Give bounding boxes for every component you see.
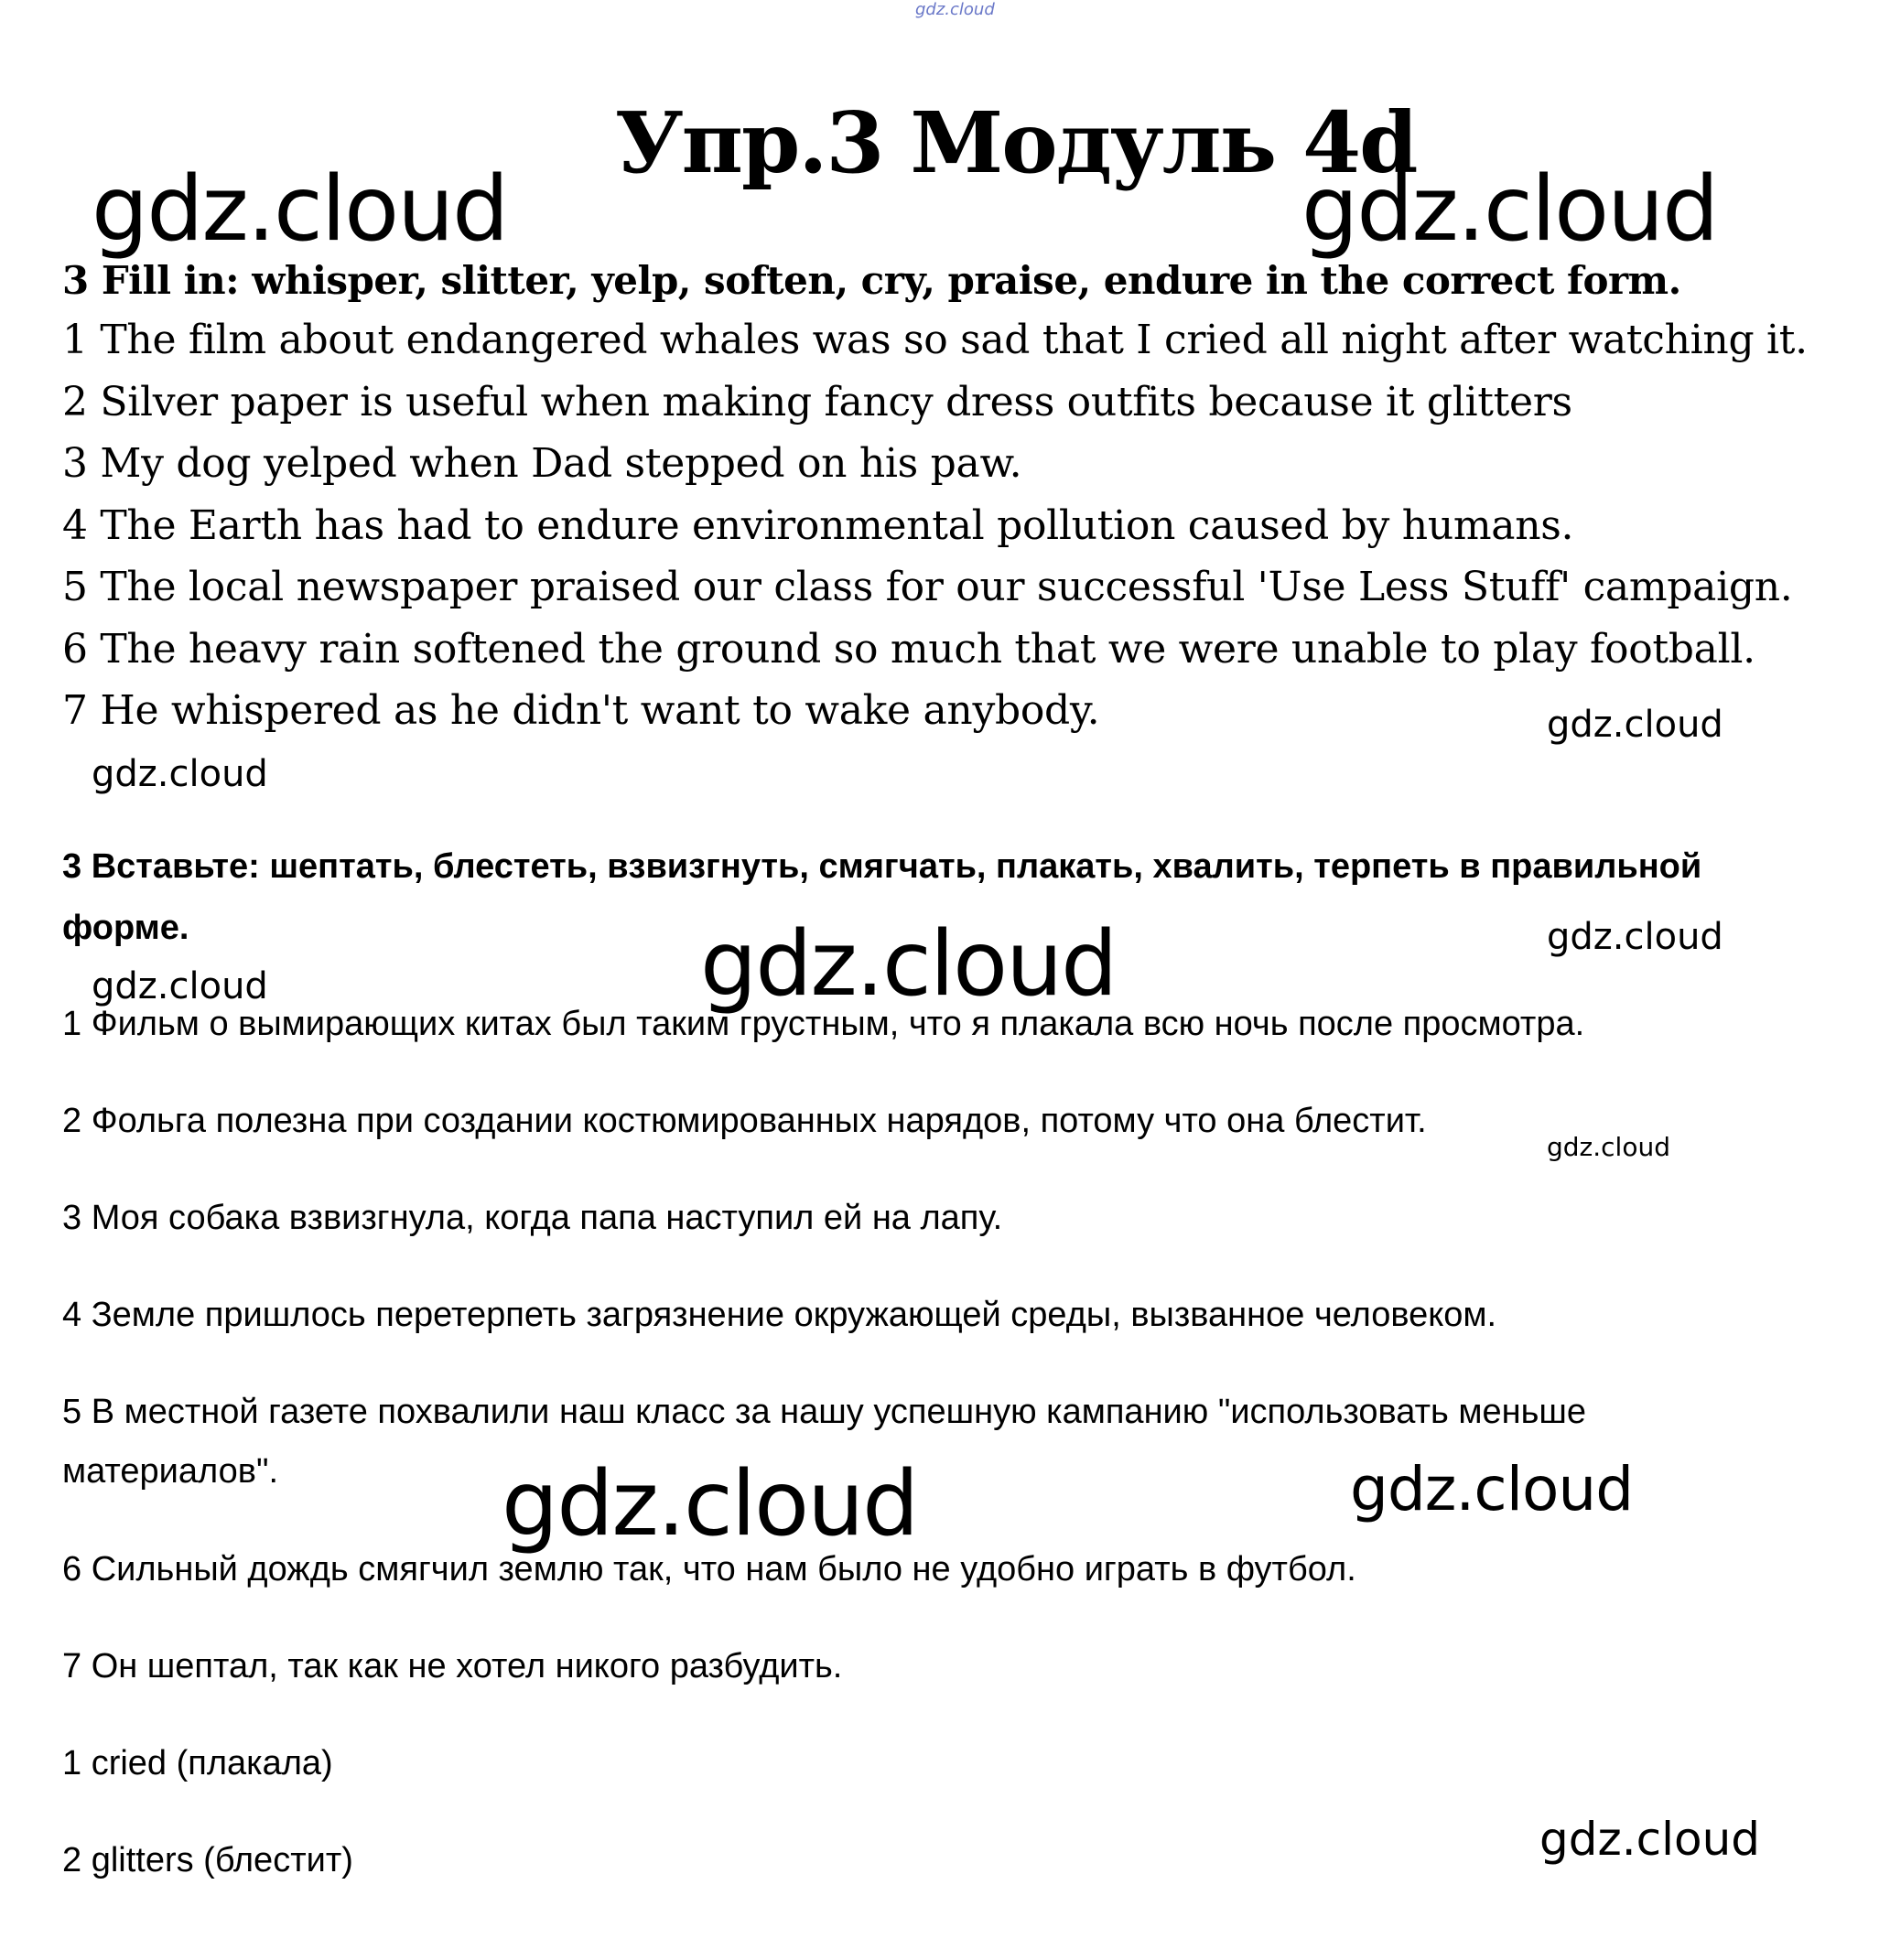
english-item: 1 The film about endangered whales was so sad that I cried all night after watching it. <box>62 317 1808 363</box>
russian-task-line2: форме. <box>62 909 189 947</box>
watermark-big-left: gdz.cloud <box>92 157 508 262</box>
english-item: 3 My dog yelped when Dad stepped on his paw. <box>62 440 1022 487</box>
english-item: 6 The heavy rain softened the ground so much that we were unable to play football. <box>62 626 1755 673</box>
russian-item: 4 Земле пришлось перетерпеть загрязнение окружающей среды, вызванное человеком. <box>62 1296 1497 1334</box>
answer-item: 2 glitters (блестит) <box>62 1841 353 1879</box>
page-title: Упр.3 Модуль 4d <box>615 93 1417 192</box>
watermark-small-left-2: gdz.cloud <box>92 965 268 1007</box>
watermark-small-left-1: gdz.cloud <box>92 753 268 795</box>
russian-item: 6 Сильный дождь смягчил землю так, что нам было не удобно играть в футбол. <box>62 1550 1356 1588</box>
russian-item: 3 Моя собака взвизгнула, когда папа наступил ей на лапу. <box>62 1199 1003 1237</box>
watermark-small-right-1: gdz.cloud <box>1547 704 1723 746</box>
russian-item: материалов". <box>62 1452 278 1491</box>
answer-item: 1 cried (плакала) <box>62 1744 333 1782</box>
russian-item: 1 Фильм о вымирающих китах был таким грустным, что я плакала всю ночь после просмотра. <box>62 1005 1585 1043</box>
russian-item: 7 Он шептал, так как не хотел никого разбудить. <box>62 1647 843 1685</box>
english-item: 2 Silver paper is useful when making fancy dress outfits because it glitters <box>62 379 1572 425</box>
watermark-big-lower-left: gdz.cloud <box>502 1452 918 1556</box>
russian-item: 5 В местной газете похвалили наш класс за нашу успешную кампанию "использовать меньше <box>62 1393 1587 1431</box>
watermark-big-center: gdz.cloud <box>700 912 1117 1017</box>
watermark-med-lower-right: gdz.cloud <box>1350 1454 1634 1524</box>
watermark-small-right-2: gdz.cloud <box>1547 916 1723 958</box>
watermark-xs-right: gdz.cloud <box>1547 1132 1670 1162</box>
english-task: 3 Fill in: whisper, slitter, yelp, soften, cry, praise, endure in the correct form. <box>62 258 1681 303</box>
watermark-big-right: gdz.cloud <box>1301 157 1718 262</box>
russian-task-line1: 3 Вставьте: шептать, блестеть, взвизгнуть, смягчать, плакать, хвалить, терпеть в правильной <box>62 847 1702 886</box>
watermark-small-bottom-right: gdz.cloud <box>1539 1813 1761 1866</box>
english-item: 4 The Earth has had to endure environmental pollution caused by humans. <box>62 502 1574 549</box>
english-item: 7 He whispered as he didn't want to wake anybody. <box>62 687 1100 734</box>
watermark-top: gdz.cloud <box>915 0 995 19</box>
english-item: 5 The local newspaper praised our class for our successful 'Use Less Stuff' campaign. <box>62 564 1793 610</box>
russian-item: 2 Фольга полезна при создании костюмированных нарядов, потому что она блестит. <box>62 1102 1427 1140</box>
